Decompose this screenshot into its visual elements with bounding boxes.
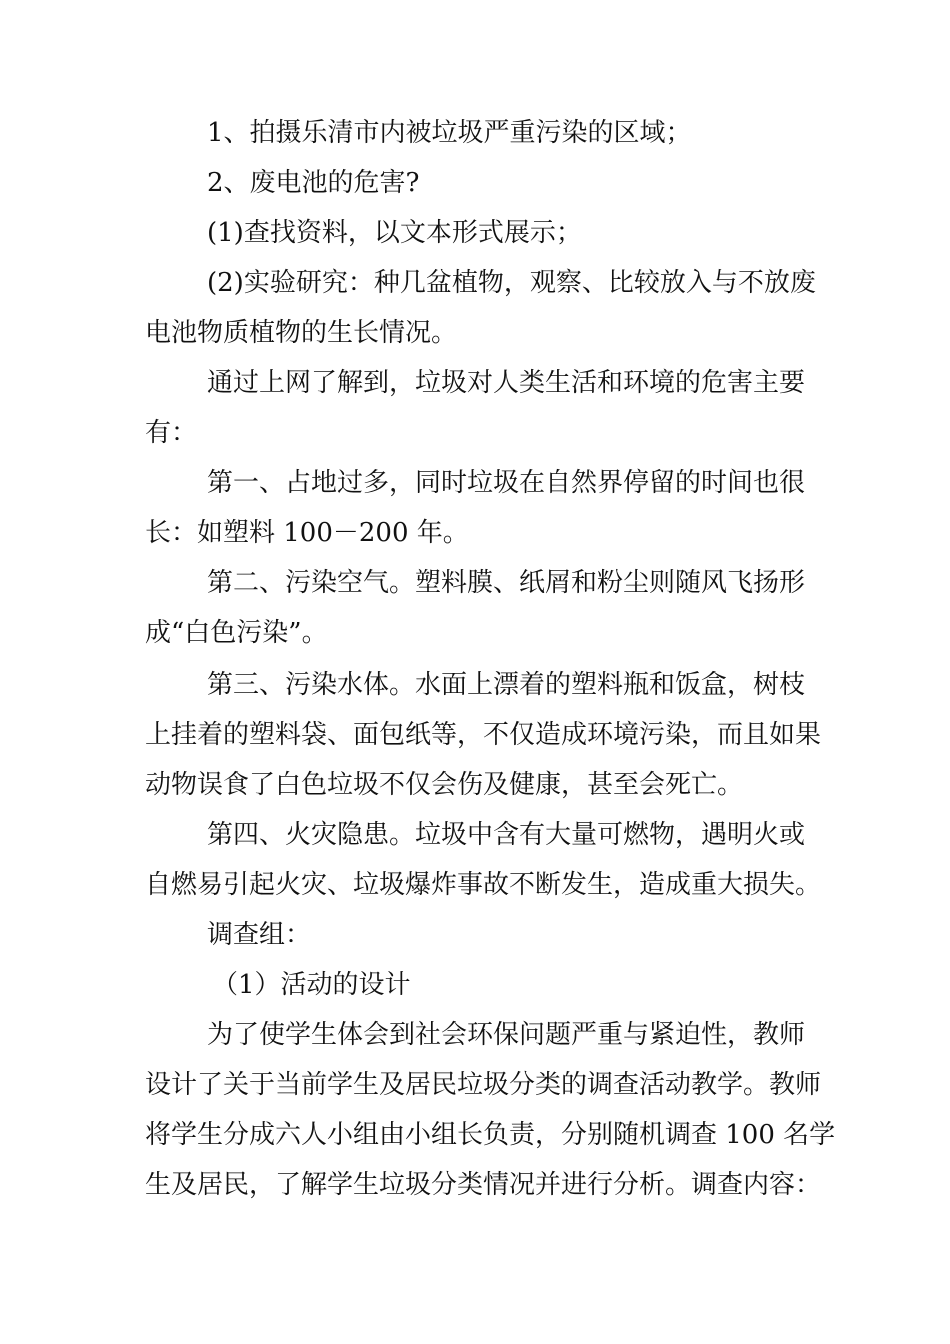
paragraph-line: 第三、污染水体。水面上漂着的塑料瓶和饭盒，树枝 <box>207 670 806 700</box>
subsection-heading: （1）活动的设计 <box>212 970 411 1000</box>
paragraph-line: 为了使学生体会到社会环保问题严重与紧迫性，教师 <box>207 1020 806 1050</box>
paragraph-line: 自燃易引起火灾、垃圾爆炸事故不断发生，造成重大损失。 <box>145 870 822 900</box>
paragraph-line: 电池物质植物的生长情况。 <box>145 318 458 348</box>
paragraph-line: 第一、占地过多，同时垃圾在自然界停留的时间也很 <box>207 468 806 498</box>
paragraph-line: (1)查找资料，以文本形式展示； <box>207 218 582 248</box>
paragraph-line: 长：如塑料 100－200 年。 <box>145 518 469 548</box>
paragraph-line: 成“白色污染”。 <box>145 618 328 648</box>
paragraph-line: 生及居民，了解学生垃圾分类情况并进行分析。调查内容： <box>145 1170 822 1200</box>
paragraph-line: 动物误食了白色垃圾不仅会伤及健康，甚至会死亡。 <box>145 770 744 800</box>
paragraph-line: 将学生分成六人小组由小组长负责，分别随机调查 100 名学 <box>145 1120 836 1150</box>
paragraph-line: 第四、火灾隐患。垃圾中含有大量可燃物，遇明火或 <box>207 820 806 850</box>
paragraph-line: 1、拍摄乐清市内被垃圾严重污染的区域； <box>207 118 692 148</box>
paragraph-line: 2、废电池的危害? <box>207 168 420 198</box>
paragraph-line: 有： <box>145 418 198 448</box>
paragraph-line: 上挂着的塑料袋、面包纸等，不仅造成环境污染，而且如果 <box>145 720 822 750</box>
paragraph-line: 设计了关于当前学生及居民垃圾分类的调查活动教学。教师 <box>145 1070 822 1100</box>
paragraph-line: (2)实验研究：种几盆植物，观察、比较放入与不放废 <box>207 268 816 298</box>
section-heading: 调查组： <box>207 920 312 950</box>
paragraph-line: 第二、污染空气。塑料膜、纸屑和粉尘则随风飞扬形 <box>207 568 806 598</box>
paragraph-line: 通过上网了解到，垃圾对人类生活和环境的危害主要 <box>207 368 806 398</box>
